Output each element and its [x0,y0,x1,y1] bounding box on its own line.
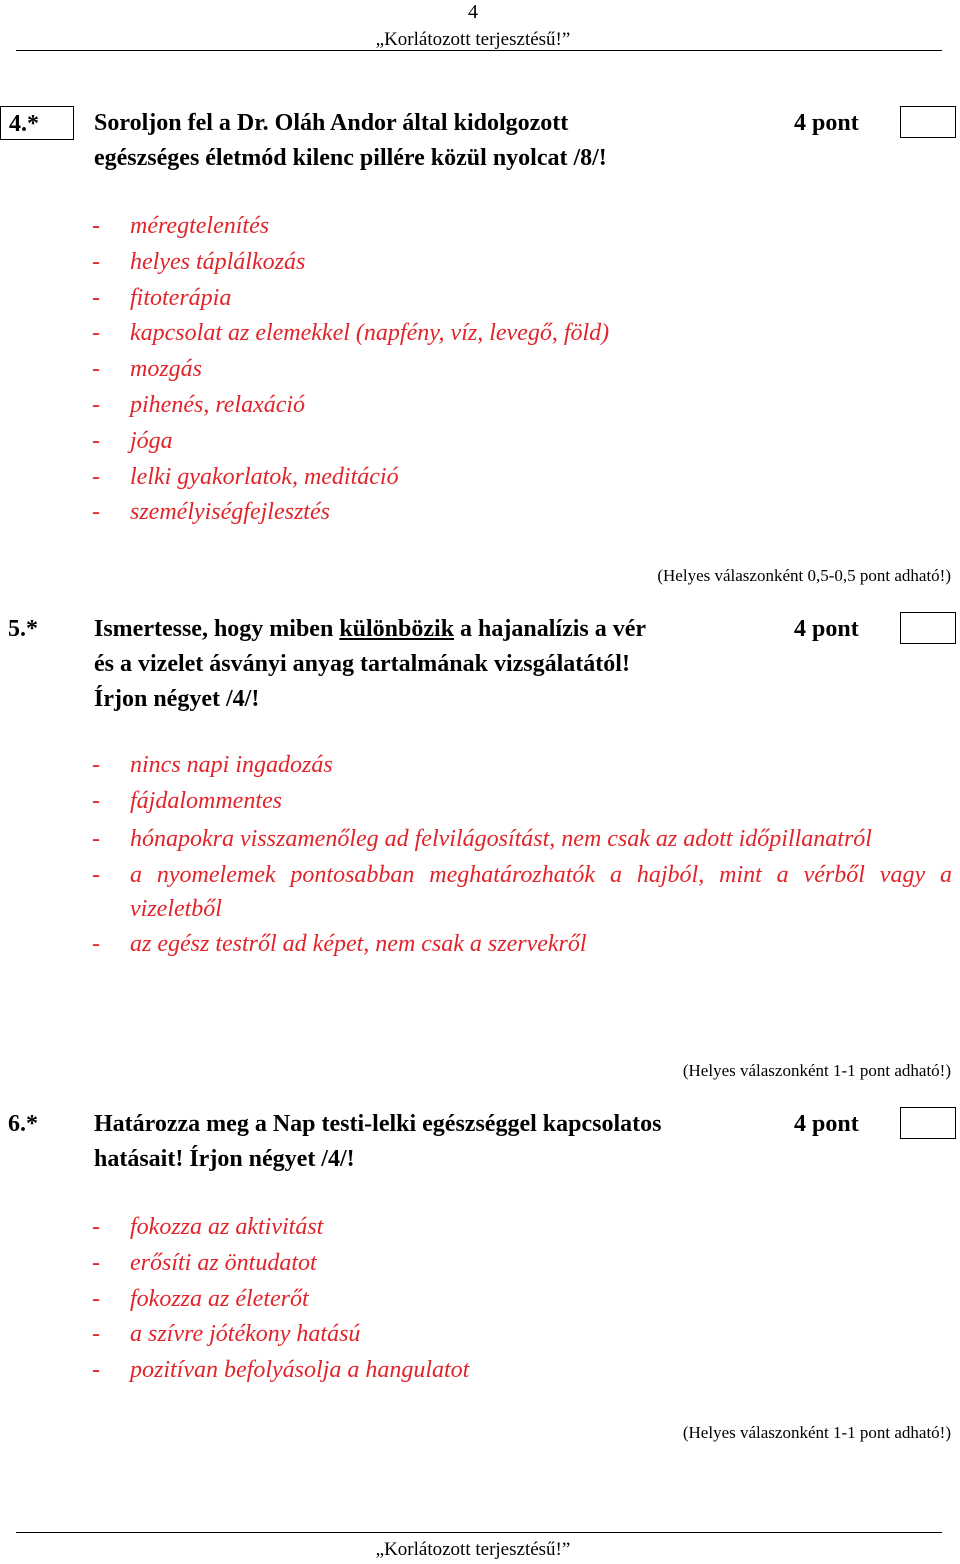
question-text-line: Soroljon fel a Dr. Oláh Andor által kidolgozott [94,110,569,136]
question-text-line: hatásait! Írjon négyet /4/! [94,1146,355,1172]
score-box[interactable] [900,1107,956,1139]
dash-bullet: - [92,213,100,239]
answer-item [0,1210,960,1246]
question-text-line: és a vizelet ásványi anyag tartalmának vizsgálatától! [94,651,630,677]
points-label: 4 pont [794,110,859,136]
dash-bullet: - [92,1285,100,1312]
question-text-line [94,612,794,647]
score-box[interactable] [900,106,956,138]
answer-item [0,495,960,531]
answer-item [0,1246,960,1282]
answer-item [0,927,960,963]
dash-bullet: - [92,752,100,778]
dash-bullet: - [92,1214,100,1240]
points-label: 4 pont [794,1111,859,1137]
dash-bullet: - [92,861,100,888]
answer-text: jóga [130,427,173,454]
footer-rule [16,1532,942,1533]
answer-text: pihenés, relaxáció [130,391,306,418]
points-label: 4 pont [794,616,859,642]
answer-item [0,460,960,496]
question-text-part: a hajanalízis a vér [454,616,647,642]
answer-text: a szívre jótékony hatású [130,1321,361,1348]
answer-list [0,1210,960,1389]
question-text-line: egészséges életmód kilenc pillére közül nyolcat /8/! [94,145,607,171]
answer-item [0,352,960,388]
answer-item [0,388,960,424]
answer-text: nincs napi ingadozás [130,752,333,778]
dash-bullet: - [92,463,100,490]
page-number: 4 [468,1,478,23]
scoring-note: (Helyes válaszonként 1-1 pont adható!) [682,1423,951,1442]
question-text [94,1107,794,1177]
dash-bullet: - [92,1249,100,1276]
dash-bullet: - [92,787,100,814]
answer-item [0,209,960,245]
answer-item [0,1353,960,1389]
answer-text: fokozza az aktivitást [130,1214,324,1240]
question-number: 4.* [0,106,74,140]
answer-text: pozitívan befolyásolja a hangulatot [130,1357,470,1384]
question-text-line: Határozza meg a Nap testi-lelki egészséggel kapcsolatos [94,1111,662,1137]
dash-bullet: - [92,391,100,418]
answer-text: kapcsolat az elemekkel (napfény, víz, levegő, föld) [130,320,610,347]
answer-item [0,748,960,784]
question-number: 5.* [8,616,38,642]
question-text-part: Ismertesse, hogy miben [94,616,340,642]
answer-text: lelki gyakorlatok, meditáció [130,463,399,490]
answer-text: erősíti az öntudatot [130,1249,317,1276]
question-text-line: Írjon négyet /4/! [94,686,260,712]
answer-item [0,281,960,317]
dash-bullet: - [92,499,100,526]
dash-bullet: - [92,356,100,383]
answer-text: méregtelenítés [130,213,270,239]
answer-item [0,858,960,926]
underlined-keyword: különbözik [339,616,455,642]
question-text [94,612,794,717]
scoring-note: (Helyes válaszonként 0,5-0,5 pont adható!) [657,566,951,585]
answer-text: hónapokra visszamenőleg ad felvilágosítást, nem csak az adott időpillanatról [130,825,872,852]
answer-text: az egész testről ad képet, nem csak a szervekről [130,930,587,957]
score-box[interactable] [900,612,956,644]
dash-bullet: - [92,320,100,347]
answer-item [0,424,960,460]
scoring-note: (Helyes válaszonként 1-1 pont adható!) [682,1061,951,1080]
dash-bullet: - [92,248,100,275]
dash-bullet: - [92,284,100,311]
answer-item [0,784,960,820]
answer-item [0,822,960,856]
dash-bullet: - [92,930,100,957]
question-text [94,106,794,176]
dash-bullet: - [92,427,100,454]
answer-text: személyiségfejlesztés [130,499,330,526]
header-rule [16,50,942,51]
header-text: „Korlátozott terjesztésű!” [375,29,571,50]
answer-item [0,316,960,352]
question-number: 6.* [8,1111,38,1137]
answer-item [0,1317,960,1353]
answer-text: fájdalommentes [130,787,282,814]
answer-text: fitoterápia [130,284,232,311]
answer-list [0,748,960,962]
footer-text: „Korlátozott terjesztésű!” [375,1539,571,1560]
answer-text: helyes táplálkozás [130,248,306,275]
dash-bullet: - [92,825,100,852]
dash-bullet: - [92,1357,100,1384]
answer-text: mozgás [130,356,203,383]
answer-text: a nyomelemek pontosabban meghatározhatók a hajból, mint a vérből vagy a vizeletből [130,861,952,922]
answer-text: fokozza az életerőt [130,1285,309,1312]
answer-list [0,209,960,531]
dash-bullet: - [92,1321,100,1348]
answer-item [0,1282,960,1318]
answer-item [0,245,960,281]
